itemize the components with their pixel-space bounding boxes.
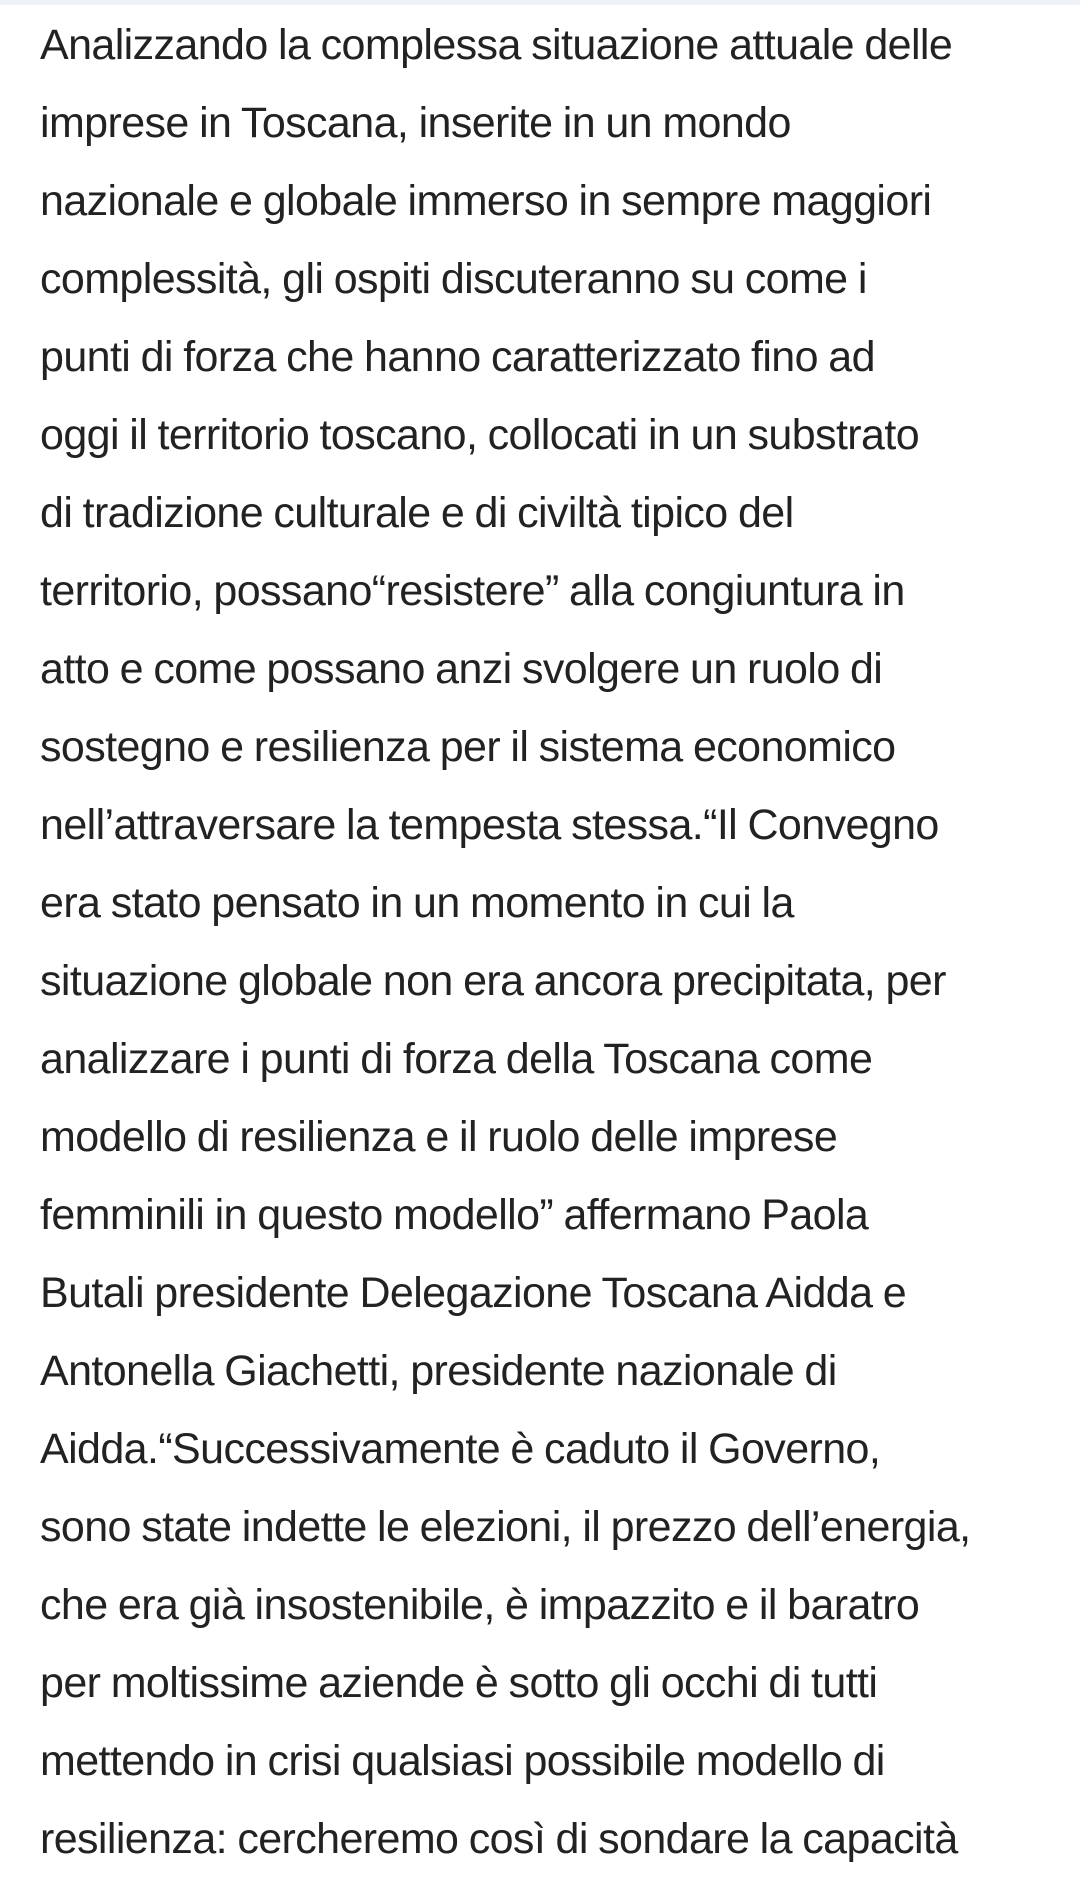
paragraph-line: sono state indette le elezioni, il prezzo dell’energia,: [40, 1503, 971, 1551]
top-divider: [0, 0, 1080, 5]
paragraph-line: modello di resilienza e il ruolo delle imprese: [40, 1113, 838, 1161]
paragraph-line: femminili in questo modello” affermano Paola: [40, 1191, 869, 1239]
paragraph-line: Antonella Giachetti, presidente nazionale di: [40, 1347, 837, 1395]
paragraph-line: complessità, gli ospiti discuteranno su come i: [40, 255, 867, 303]
paragraph-line: era stato pensato in un momento in cui la: [40, 879, 794, 927]
paragraph-line: atto e come possano anzi svolgere un ruolo di: [40, 645, 883, 693]
paragraph-line: analizzare i punti di forza della Toscana come: [40, 1035, 873, 1083]
article-body: [40, 6, 1050, 1878]
paragraph-line: per moltissime aziende è sotto gli occhi di tutti: [40, 1659, 878, 1707]
paragraph-line: punti di forza che hanno caratterizzato fino ad: [40, 333, 875, 381]
paragraph-line: di tradizione culturale e di civiltà tipico del: [40, 489, 794, 537]
paragraph-line: che era già insostenibile, è impazzito e il baratro: [40, 1581, 920, 1629]
paragraph-line: oggi il territorio toscano, collocati in un substrato: [40, 411, 920, 459]
paragraph-line: Butali presidente Delegazione Toscana Aidda e: [40, 1269, 907, 1317]
paragraph-line: Aidda.“Successivamente è caduto il Governo,: [40, 1425, 881, 1473]
paragraph-line: imprese in Toscana, inserite in un mondo: [40, 99, 791, 147]
paragraph-line: nazionale e globale immerso in sempre maggiori: [40, 177, 932, 225]
paragraph-line: nell’attraversare la tempesta stessa.“Il Convegno: [40, 801, 939, 849]
article-paragraph: [40, 6, 1050, 1878]
paragraph-line: situazione globale non era ancora precipitata, per: [40, 957, 946, 1005]
paragraph-line: resilienza: cercheremo così di sondare la capacità: [40, 1815, 958, 1863]
paragraph-line: sostegno e resilienza per il sistema economico: [40, 723, 896, 771]
paragraph-line: mettendo in crisi qualsiasi possibile modello di: [40, 1737, 885, 1785]
paragraph-line: Analizzando la complessa situazione attuale delle: [40, 21, 953, 69]
paragraph-line: territorio, possano“resistere” alla congiuntura in: [40, 567, 905, 615]
